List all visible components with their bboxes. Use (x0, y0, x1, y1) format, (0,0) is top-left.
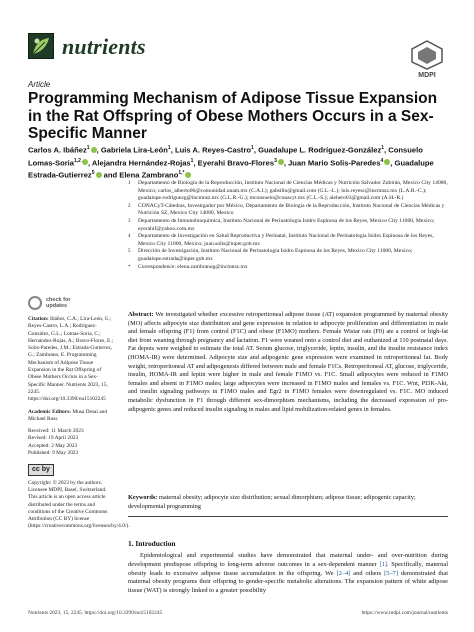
author-affiliation-sup: 1,* (178, 170, 185, 177)
author-affiliation-sup: 1 (167, 145, 171, 151)
affiliation-text: Dirección de Investigación, Instituto Nacional de Perinatología Isidro Espinosa de los Reyes, Mexico City 11000, Mexico; guadalupe.estrada@inper.gob.mx (138, 248, 413, 262)
introduction-paragraph (128, 552, 448, 596)
intro-text-d: demonstrated that maternal obesity programs their offspring to gender-specific metabolic alterations. The expansion pattern of white adipose tissue (WAT) is strongly linked to a greater possibility (128, 569, 448, 595)
author-name: Gabriela Lira-León (100, 145, 168, 155)
orcid-icon[interactable] (91, 147, 97, 153)
affiliation-item (128, 248, 448, 263)
affiliation-item (128, 203, 448, 218)
publisher-name: MDPI (418, 72, 436, 79)
affiliations (128, 180, 448, 271)
affiliation-text: Departamento de Investigación en Salud Reproductiva y Perinatal, Instituto Nacional de Perinatología Isidro Espinosa de los Reyes, Mexico City 11000, Mexico; juan.solis@inper.gob.mx (138, 233, 434, 247)
intro-text-a: Epidemiological and experimental studies have demonstrated that maternal under- and over-nutrition during development predispose offspring to long-term adverse outcomes in a sex-dependent manner (128, 552, 448, 568)
affiliation-item (128, 180, 448, 203)
article-type: Article (28, 80, 51, 89)
citation-link[interactable]: [5–7] (384, 569, 398, 577)
journal-name: nutrients (62, 34, 146, 59)
author-name: Guadalupe L. Rodríguez-González (258, 145, 382, 155)
affiliation-number: * (128, 264, 131, 270)
citation-label: Citation: (28, 316, 49, 322)
sidebar (28, 316, 130, 531)
affiliation-item (128, 218, 448, 233)
author-affiliation-sup: 1 (190, 157, 194, 164)
section-heading-introduction: 1. Introduction (128, 539, 176, 548)
orcid-icon[interactable] (96, 172, 102, 178)
keywords (128, 494, 448, 511)
author-affiliation-sup: 3 (274, 157, 277, 164)
affiliation-text: Correspondence: elena.zambranog@incmnsz.mx (138, 263, 248, 270)
affiliation-number: 1 (128, 181, 131, 186)
abstract-label: Abstract: (128, 311, 154, 318)
footer-citation[interactable]: Nutrients 2023, 15, 2245. https://doi.org/10.3390/nu15102245 (28, 610, 163, 616)
affiliation-number: 2 (128, 203, 131, 209)
section-divider (128, 516, 448, 517)
editors-label: Academic Editors: (28, 408, 71, 415)
author-affiliation-sup: 4 (380, 157, 384, 164)
keywords-label: Keywords: (128, 494, 158, 501)
author-list: Carlos A. Ibáñez$^1$ , Gabriela Lira-León$^1$, Luis A. Reyes-Castro$^1$, Guadalupe L. Rodríguez-González$^1$, Consuelo Lomas-Soria$^{1,2}$ , Alejandra Hernández-Rojas$^1$, Eyerahi Bravo-Flores$^3$ , Juan Mario Solis-Paredes$^4$ , Guadalupe Estrada-Gutierrez$^5$ and Elena Zambrano$^{1,*}$ (28, 145, 434, 180)
author-affiliation-sup: 1,2 (74, 157, 81, 164)
author-name: Juan Mario Solis-Paredes (288, 158, 381, 168)
footer-journal-link[interactable]: https://www.mdpi.com/journal/nutrients (361, 610, 448, 616)
accepted-date: Accepted: 2 May 2023 (28, 442, 78, 449)
cc-by-license-icon[interactable]: cc by (28, 464, 54, 475)
affiliation-text: CONACyT-Cátedras, Investigador por México, Departamento de Biología de la Reproducción, Instituto Nacional de Ciencias Médicas y Nutrición SZ, Mexico City 14080, Mexico (138, 202, 445, 217)
author-affiliation-sup: 1 (86, 145, 90, 151)
abstract (128, 311, 448, 414)
author-name: Elena Zambrano (119, 170, 179, 180)
author-name: Alejandra Hernández-Rojas (91, 158, 191, 168)
orcid-icon[interactable] (384, 159, 390, 165)
revised-date: Revised: 19 April 2023 (28, 435, 79, 442)
author-name: Carlos A. Ibáñez (28, 145, 87, 155)
affiliation-number: 5 (128, 249, 131, 255)
affiliation-text: Departamento de Inmunobioquímica, Instituto Nacional de Perinatología Isidro Espinosa de los Reyes, Mexico City 11000, Mexico; eyerahif@yahoo.com.mx (138, 217, 435, 232)
published-date: Published: 9 May 2023 (28, 450, 79, 457)
received-date: Received: 11 March 2023 (28, 428, 84, 435)
affiliation-text: Departamento de Biología de la Reproducción, Instituto Nacional de Ciencias Médicas y Nutrición Salvador Zubirán, Mexico City 14080, Mexico; carlos_alberto06@comunidad.unam.mx (C.A.I.); gabsilln@gmail.com (G.L.-L.); luis.reyesc@incmnsz.mx (L.A.R.-C.); guadalupe.rodriguezg@incmnsz.mx (G.L.R.-G.); mconsuelo@conacyt.mx (C.L.-S.); alehero03@gmail.com (A.H.-R.) (138, 180, 448, 202)
author-affiliation-sup: 1 (381, 145, 385, 151)
affiliation-number: 3 (128, 218, 131, 224)
orcid-icon[interactable] (82, 159, 88, 165)
affiliation-number: 4 (128, 234, 131, 240)
citation-text[interactable]: Ibáñez, C.A.; Lira-León, G.; Reyes-Castro, L.A.; Rodríguez-González, G.L.; Lomas-Soria, C.; Hernández-Rojas, A.; Bravo-Flores, E.; Solis-Paredes, J.M.; Estrada-Gutierrez, G.; Zambrano, E. Programming Mechanism of Adipose Tissue Expansion in the Rat Offspring of Obese Mothers Occurs in a Sex-Specific Manner. Nutrients 2023, 15, 2245. https://doi.org/10.3390/nu15102245 (28, 316, 114, 403)
citation-block (28, 316, 114, 404)
orcid-icon[interactable] (278, 159, 284, 165)
citation-link[interactable]: [2–4] (336, 569, 351, 577)
check-for-updates-button[interactable] (28, 296, 88, 312)
abstract-text: We investigated whether excessive retroperitoneal adipose tissue (AT) expansion programmed by maternal obesity (MO) affects adipocyte size distribution and gene expression in relation to adipocyte proliferation and differentiation in male and female offspring (F1) from control (F1C) and obese (F1MO) mothers. Female Wistar rats (F0) ate a control or high-fat diet from weaning through pregnancy and lactation. F1 were weaned onto a control diet and euthanized at 110 postnatal days. Fat depots were weighed to estimate the total AT. Serum glucose, triglyceride, leptin, insulin, and the insulin resistance index (HOMA-IR) were determined. Adipocyte size and adipogenic gene expression were examined in retroperitoneal fat. Body weight, retroperitoneal AT and adipogenesis differed between male and female F1Cs. Retroperitoneal AT, glucose, triglyceride, insulin, HOMA-IR and leptin were higher in male and female F1MO vs. F1C. Small adipocytes were reduced in F1MO females and absent in F1MO males; large adipocytes were increased in F1MO males and females vs. F1C. Wnt, PI3K-Akt, and insulin signaling pathways in F1MO males and Egr2 in F1MO females were downregulated vs. F1C. MO induced metabolic dysfunction in F1 through different sex-dimorphism mechanisms, including the decreased expression of pro-adipogenic genes and reduced insulin signaling in males and lipid mobilization-related genes in females. (128, 311, 448, 413)
intro-text-b: . Specifically, maternal obesity leads to excessive adipose tissue accumulation in the offspring. We (128, 560, 448, 577)
dates-block (28, 428, 114, 457)
keywords-text: maternal obesity; adipocyte size distribution; sexual dimorphism; adipose tissue; adipogenic capacity; developmental programming (128, 494, 416, 510)
affiliation-item (128, 233, 448, 248)
article-title: Programming Mechanism of Adipose Tissue Expansion in the Rat Offspring of Obese Mothers Occurs in a Sex-Specific Manner (28, 90, 438, 142)
affiliation-item (128, 264, 448, 272)
mdpi-logo-icon (410, 40, 444, 70)
author-name: Luis A. Reyes-Castro (174, 145, 252, 155)
author-affiliation-sup: 5 (91, 170, 95, 177)
author-name: Guadalupe Estrada-Gutierrez (28, 158, 434, 180)
citation-link[interactable]: [1] (379, 560, 387, 568)
check-updates-icon (28, 296, 42, 310)
author-affiliation-sup: 1 (251, 145, 254, 151)
author-name: Consuelo Lomas-Soria (28, 145, 423, 168)
check-updates-line2: updates (46, 303, 68, 309)
intro-text-c: and others (350, 569, 385, 577)
orcid-icon[interactable] (185, 172, 191, 178)
editors-block (28, 409, 114, 424)
nutrients-leaf-icon (28, 33, 54, 59)
check-updates-line1: check for (46, 297, 71, 303)
author-name: Eyerahi Bravo-Flores (197, 158, 275, 168)
editors-text: Musa Desai and Michael Ross (28, 408, 108, 422)
copyright-text: Copyright: © 2023 by the authors. Licensee MDPI, Basel, Switzerland. This article is an open access article distributed under the terms and conditions of the Creative Commons Attribution (CC BY) license (https://creativecommons.org/licenses/by/4.0/). (28, 479, 130, 530)
